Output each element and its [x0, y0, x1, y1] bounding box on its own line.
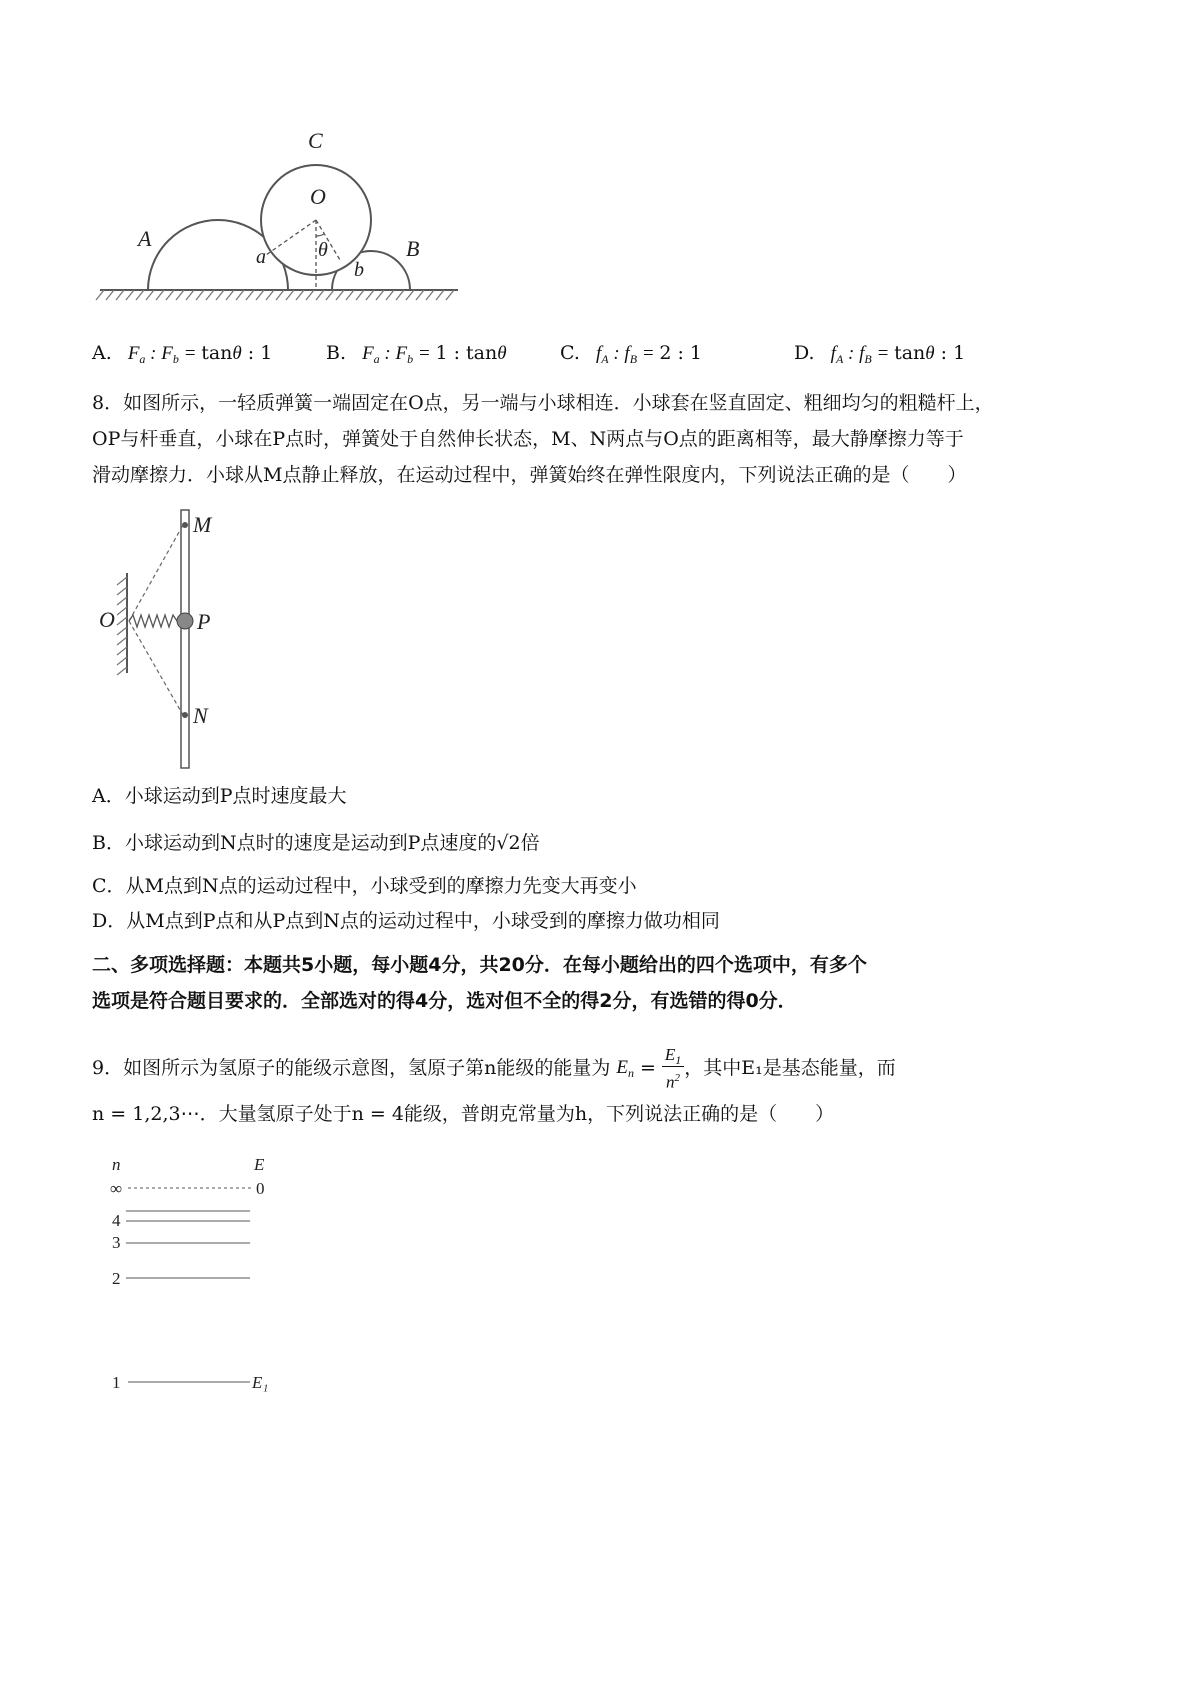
on-dashed-line	[129, 621, 183, 715]
q8-option-d[interactable]: D．从M点到P点和从P点到N点的运动过程中，小球受到的摩擦力做功相同	[92, 910, 720, 932]
label-p: P	[197, 609, 211, 634]
section-2-line-1: 二、多项选择题：本题共5小题，每小题4分，共20分．在每小题给出的四个选项中，有多个	[92, 954, 867, 976]
wall-hatching	[117, 577, 127, 675]
energy-level-diagram	[100, 1148, 290, 1408]
q8-figure	[95, 505, 245, 775]
energy-fraction: $\frac{E_1}{n^2}$	[662, 1046, 684, 1091]
point-m	[182, 522, 188, 528]
ground-hatching	[96, 290, 454, 300]
q8-stem	[92, 385, 1112, 493]
level-2-n: 2	[112, 1269, 121, 1288]
q7-option-b[interactable]: B. $F_a$ : $F_b = 1$ : tanθ	[326, 342, 507, 366]
q8-line-1: 8．如图所示，一轻质弹簧一端固定在O点，另一端与小球相连．小球套在竖直固定、粗细均匀的粗糙杆上，	[92, 392, 994, 414]
spring	[129, 615, 177, 627]
q8-option-c[interactable]: C．从M点到N点的运动过程中，小球受到的摩擦力先变大再变小	[92, 875, 637, 897]
section-2-line-2: 选项是符合题目要求的．全部选对的得4分，选对但不全的得2分，有选错的得0分．	[92, 990, 797, 1012]
level-1-n: 1	[112, 1373, 121, 1392]
label-a: a	[256, 246, 266, 268]
axis-e-label: E	[254, 1155, 265, 1174]
label-m: M	[193, 512, 212, 537]
q8-line-2: OP与杆垂直，小球在P点时，弹簧处于自然伸长状态，M、N两点与O点的距离相等，最大静摩擦力等于	[92, 428, 964, 450]
om-dashed-line	[129, 525, 183, 621]
label-o: O	[310, 184, 326, 209]
level-1-e: E₁	[252, 1373, 269, 1392]
q9-line-1: 9．如图所示为氢原子的能级示意图，氢原子第n能级的能量为 $E_n$ = $\frac{E_1}{n^2}$ ，其中E₁是基态能量，而	[92, 1045, 896, 1092]
axis-n-label: n	[112, 1155, 121, 1174]
level-4-n: 4	[112, 1211, 121, 1230]
level-inf-e: 0	[256, 1179, 265, 1198]
q8-line-3: 滑动摩擦力．小球从M点静止释放，在运动过程中，弹簧始终在弹性限度内，下列说法正确的是（ ）	[92, 464, 967, 486]
section-2-heading	[92, 947, 1122, 1019]
q9-line-2: n = 1,2,3⋯．大量氢原子处于n = 4能级，普朗克常量为h，下列说法正确的是（ ）	[92, 1103, 835, 1125]
label-B: B	[406, 236, 420, 261]
label-A: A	[138, 226, 152, 251]
q7-option-d[interactable]: D. $f_A$ : $f_B = \tan\theta$ : 1	[794, 342, 966, 366]
ball	[177, 613, 193, 629]
point-n	[182, 712, 188, 718]
label-b: b	[354, 259, 364, 281]
level-3-n: 3	[112, 1233, 121, 1252]
q8-option-a[interactable]: A．小球运动到P点时速度最大	[92, 785, 347, 807]
rod	[181, 510, 189, 768]
q7-option-c[interactable]: C. $f_A$ : $f_B = 2$ : 1	[560, 342, 703, 366]
q7-option-a[interactable]: A. $F_a$ : $F_b = \tan\theta$ : 1	[92, 342, 273, 366]
q8-option-b[interactable]: B．小球运动到N点时的速度是运动到P点速度的√2倍	[92, 832, 540, 854]
label-o: O	[99, 607, 115, 632]
label-n: N	[193, 703, 208, 728]
level-inf-n: ∞	[110, 1179, 123, 1198]
q7-figure	[90, 120, 470, 310]
label-theta: θ	[318, 239, 328, 261]
label-c: C	[308, 128, 323, 153]
